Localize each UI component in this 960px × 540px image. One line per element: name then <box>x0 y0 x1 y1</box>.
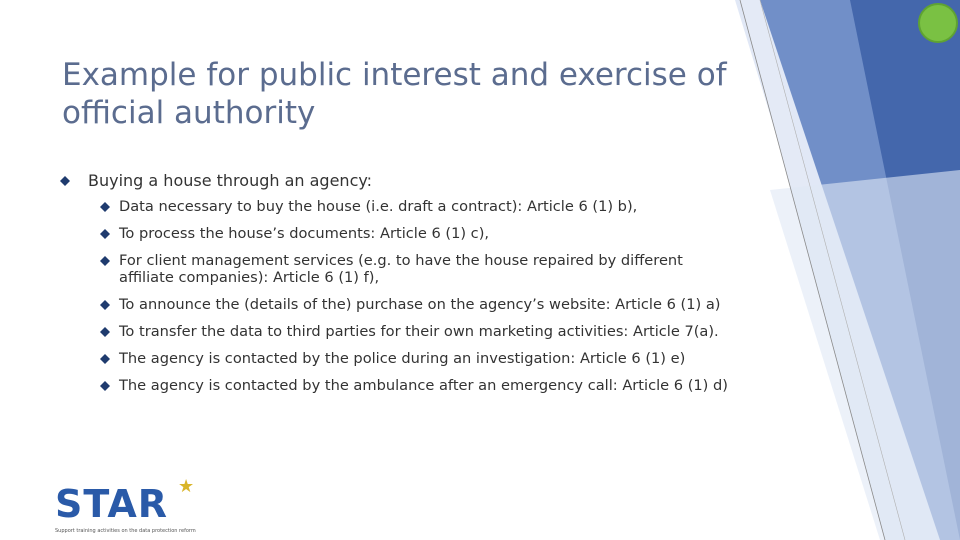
main-bullet-text: Buying a house through an agency: <box>88 171 373 190</box>
diamond-bullet-icon <box>100 229 110 239</box>
sub-bullet-text: To announce the (details of the) purchase on the agency’s website: Article 6 (1) a) <box>119 296 721 313</box>
diamond-bullet-icon <box>100 354 110 364</box>
diamond-bullet-icon <box>100 202 110 212</box>
diamond-bullet-icon <box>100 256 110 266</box>
diamond-bullet-icon <box>100 381 110 391</box>
logo-text: STAR <box>55 482 169 526</box>
sub-bullet-text: To transfer the data to third parties for their own marketing activities: Article 7(a). <box>119 323 719 340</box>
diamond-bullet-icon <box>100 300 110 310</box>
diamond-bullet-icon <box>60 176 70 186</box>
green-circle-icon <box>916 2 960 46</box>
sub-bullet-text: For client management services (e.g. to have the house repaired by different affiliate companies): Article 6 (1) f), <box>119 252 683 286</box>
sub-bullet <box>60 225 740 242</box>
sub-bullet <box>60 252 740 286</box>
star-logo <box>55 478 215 540</box>
slide-title: Example for public interest and exercise of official authority <box>62 57 727 131</box>
sub-bullet-text: The agency is contacted by the police during an investigation: Article 6 (1) e) <box>119 350 686 367</box>
sub-bullet <box>60 198 740 215</box>
sub-bullet <box>60 296 740 313</box>
star-icon: ★ <box>178 476 195 497</box>
sub-bullet <box>60 323 740 340</box>
main-bullet <box>60 170 740 192</box>
sub-bullet <box>60 377 740 394</box>
sub-bullet-text: The agency is contacted by the ambulance after an emergency call: Article 6 (1) d) <box>119 377 728 394</box>
sub-bullet-list <box>60 198 740 394</box>
diamond-bullet-icon <box>100 327 110 337</box>
bullet-content <box>60 170 740 404</box>
logo-tagline: Support training activities on the data protection reform <box>55 528 196 534</box>
sub-bullet-text: Data necessary to buy the house (i.e. draft a contract): Article 6 (1) b), <box>119 198 638 215</box>
sub-bullet <box>60 350 740 367</box>
sub-bullet-text: To process the house’s documents: Article 6 (1) c), <box>119 225 490 242</box>
